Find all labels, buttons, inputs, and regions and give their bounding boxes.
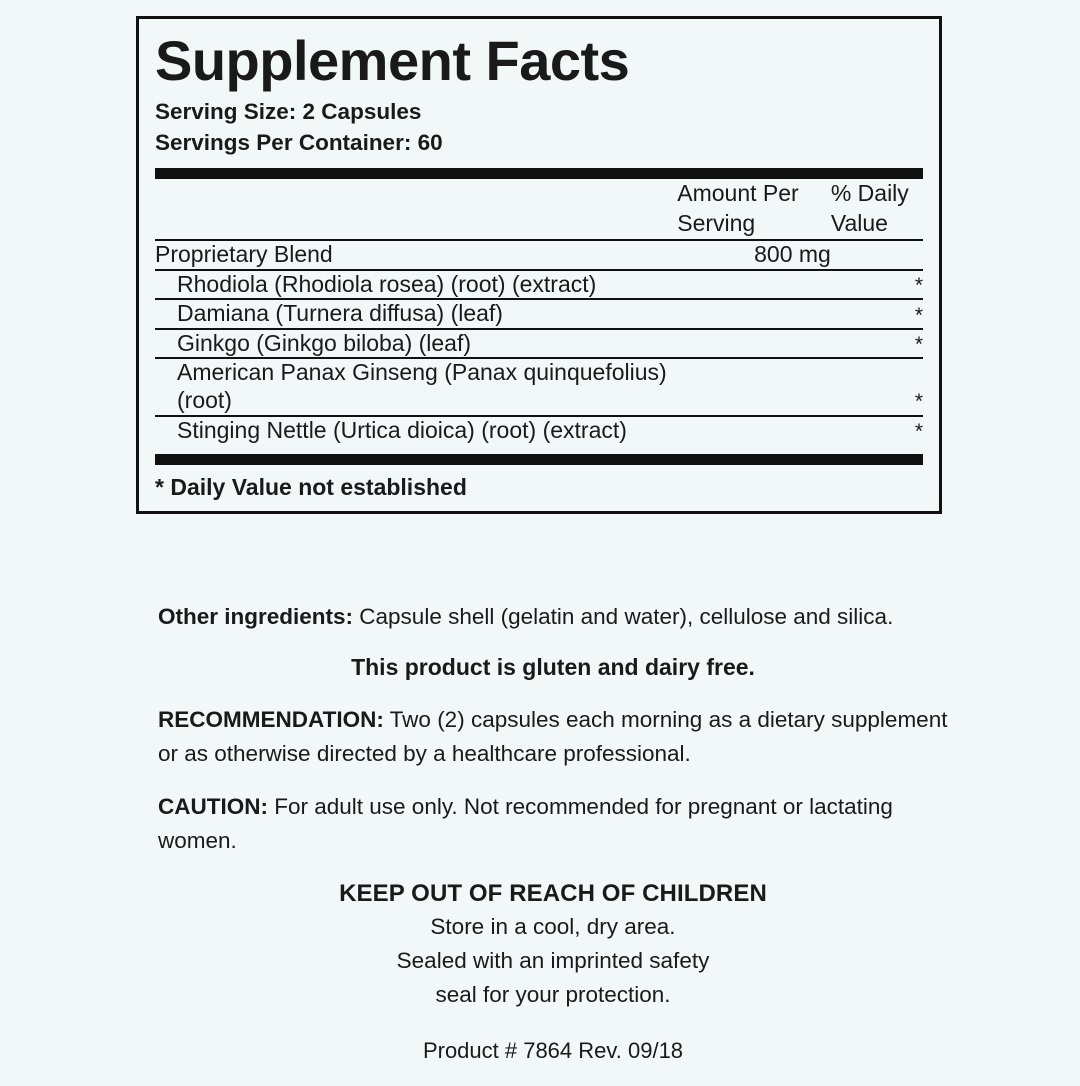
table-row — [155, 417, 923, 445]
ingredient-daily-value: * — [914, 390, 923, 414]
table-row — [155, 241, 923, 269]
ingredient-amount: 800 mg — [754, 241, 831, 267]
header-amount-line2: Serving — [677, 210, 756, 237]
header-dv-line2: Value — [830, 210, 888, 237]
caution — [158, 790, 948, 858]
other-ingredients-label: Other ingredients: — [158, 604, 354, 629]
thick-rule-top — [155, 168, 923, 179]
storage-instructions — [158, 910, 948, 1013]
keep-out-of-reach-warning: KEEP OUT OF REACH OF CHILDREN — [339, 879, 767, 907]
ingredient-daily-value: * — [914, 419, 923, 443]
recommendation-text: Two (2) capsules each morning as a dietary supplement or as otherwise directed by a healthcare professional. — [158, 706, 948, 766]
ingredient-amount — [677, 271, 831, 299]
caution-label: CAUTION: — [158, 794, 268, 820]
nutrition-table — [155, 179, 923, 444]
gluten-dairy-free-note: This product is gluten and dairy free. — [351, 653, 755, 680]
ingredient-amount — [677, 300, 831, 328]
supplement-facts-panel — [136, 16, 942, 514]
label-body-text — [158, 600, 948, 1086]
storage-line-1: Store in a cool, dry area. — [430, 913, 676, 939]
recommendation — [158, 703, 948, 771]
ingredient-daily-value: * — [914, 333, 923, 357]
daily-value-footnote: * Daily Value not established — [155, 474, 467, 501]
table-header-row — [155, 179, 923, 239]
ingredient-amount — [677, 330, 831, 358]
table-row — [155, 271, 923, 299]
ingredient-daily-value: * — [914, 274, 923, 297]
header-blank — [155, 179, 677, 239]
page-title: Supplement Facts — [155, 29, 630, 92]
ingredient-name: Stinging Nettle (Urtica dioica) (root) (extract) — [177, 416, 627, 443]
ingredient-daily-value: * — [914, 303, 923, 327]
other-ingredients-text: Capsule shell (gelatin and water), cellulose and silica. — [353, 604, 894, 629]
ingredient-name: Damiana (Turnera diffusa) (leaf) — [177, 300, 503, 327]
serving-size: Serving Size: 2 Capsules — [155, 99, 422, 125]
ingredient-name: Ginkgo (Ginkgo biloba) (leaf) — [177, 329, 472, 356]
ingredient-daily-value — [831, 241, 923, 269]
product-code: Product # 7864 Rev. 09/18 — [422, 1038, 684, 1064]
storage-line-3: seal for your protection. — [435, 982, 671, 1008]
caution-text: For adult use only. Not recommended for pregnant or lactating women. — [158, 794, 893, 853]
table-row — [155, 359, 923, 414]
thick-rule-bottom — [155, 454, 923, 465]
ingredient-name: Rhodiola (Rhodiola rosea) (root) (extract) — [177, 270, 597, 297]
ingredient-amount — [677, 359, 831, 414]
other-ingredients — [158, 600, 948, 634]
header-daily-value — [831, 179, 923, 239]
storage-line-2: Sealed with an imprinted safety — [396, 947, 710, 973]
header-dv-line1: % Daily — [830, 180, 909, 207]
table-row — [155, 330, 923, 358]
ingredient-name: Proprietary Blend — [155, 241, 333, 267]
header-amount-per-serving — [677, 179, 831, 239]
table-row — [155, 300, 923, 328]
header-amount-line1: Amount Per — [677, 180, 799, 207]
ingredient-amount — [677, 417, 831, 445]
recommendation-label: RECOMMENDATION: — [158, 706, 384, 732]
ingredient-name: American Panax Ginseng (Panax quinquefolius) (root) — [177, 359, 667, 413]
servings-per-container: Servings Per Container: 60 — [155, 129, 443, 155]
